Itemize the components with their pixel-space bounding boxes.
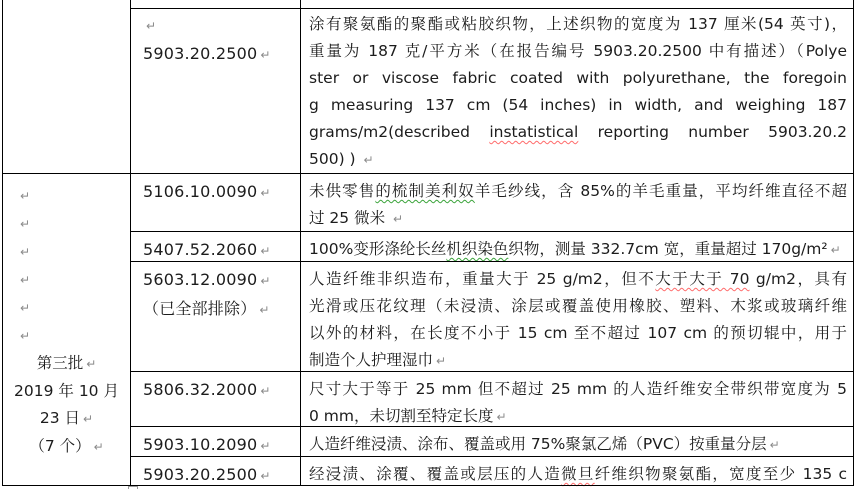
- hs-code-cell: [131, 372, 304, 430]
- batch-text-line: [3, 405, 130, 433]
- pilcrow-mark: ↵: [93, 440, 104, 454]
- text-segment: grams/m2(described: [309, 123, 490, 141]
- pilcrow-mark: ↵: [830, 243, 841, 257]
- pilcrow-mark: ↵: [260, 48, 271, 62]
- text-segment: 500) ): [309, 150, 361, 168]
- hs-code-cell: [131, 174, 304, 235]
- text-line: [309, 119, 847, 146]
- pilcrow-mark: ↵: [260, 439, 271, 453]
- hs-code-text: 5603.12.0090: [143, 270, 258, 289]
- table-border-horizontal: [130, 231, 854, 232]
- table-border-horizontal: [130, 8, 854, 9]
- code-line: [143, 266, 300, 295]
- pilcrow-mark: ↵: [496, 410, 507, 424]
- code-line: [143, 40, 300, 69]
- pilcrow-mark: ↵: [769, 438, 780, 452]
- text-segment: g measuring 137 cm (54 inches) in width, and weighing 187: [309, 96, 847, 114]
- text-segment: 涂有聚氨酯的聚酯或粘胶织物，上述织物的宽度为 137 厘米(54 英寸)，: [309, 15, 847, 33]
- hs-code-cell: [131, 9, 304, 175]
- text-segment: reporting number 5903.20.2: [578, 123, 847, 141]
- spellcheck-green-underline: 的梳制美利奴: [375, 182, 475, 200]
- table-border-vertical: [130, 0, 131, 486]
- pilcrow-mark: ↵: [20, 301, 31, 315]
- text-segment: 羊毛纱线，含 85%的羊毛重量，平均纤维直径不超: [474, 182, 847, 200]
- pilcrow-mark: ↵: [20, 245, 31, 259]
- text-line: [309, 92, 847, 119]
- text-line: [309, 38, 847, 65]
- description-cell: [301, 372, 853, 430]
- hs-code-text: 5407.52.2060: [143, 240, 258, 259]
- batch-cell: [3, 174, 130, 489]
- table-border-vertical: [300, 0, 301, 486]
- pilcrow-mark: ↵: [20, 217, 31, 231]
- table-border-horizontal: [130, 426, 854, 427]
- spellcheck-red-underline: 大于大于 70: [655, 270, 750, 288]
- text-segment: 0 mm，未切割至特定长度: [309, 407, 494, 425]
- batch-text-line: [3, 378, 130, 405]
- text-segment: 织物，测量 332.7cm 宽，重量超过 170g/m²: [508, 240, 828, 258]
- pilcrow-mark: ↵: [363, 153, 374, 167]
- pilcrow-mark: ↵: [20, 273, 31, 287]
- pilcrow-mark: ↵: [260, 384, 271, 398]
- text-segment: g/m2，具有: [749, 270, 847, 288]
- pilcrow-mark: ↵: [146, 19, 157, 33]
- text-line: [309, 236, 847, 264]
- pilcrow-mark: ↵: [259, 303, 270, 317]
- pilcrow-mark: ↵: [260, 186, 271, 200]
- hs-code-text: 5903.20.2500: [143, 465, 258, 484]
- empty-paragraph-line: [3, 266, 130, 294]
- batch-text: 23 日: [39, 409, 81, 427]
- description-cell: [301, 262, 853, 375]
- hs-code-text: 5806.32.2000: [143, 380, 258, 399]
- text-segment: 尺寸大于等于 25 mm 但不超过 25 mm 的人造纤维安全带织带宽度为 5: [309, 380, 847, 398]
- pilcrow-mark: ↵: [20, 329, 31, 343]
- table-border-horizontal: [130, 456, 854, 457]
- pilcrow-mark: ↵: [20, 189, 31, 203]
- pilcrow-mark: ↵: [86, 357, 97, 371]
- batch-text: 第三批: [36, 354, 84, 372]
- text-line: [309, 320, 847, 347]
- pilcrow-mark: ↵: [436, 354, 447, 368]
- empty-paragraph-line: [3, 322, 130, 350]
- code-line: [143, 178, 300, 207]
- text-segment: 人造纤维浸渍、涂布、覆盖或用 75%聚氯乙烯（PVC）按重量分层: [309, 435, 767, 453]
- empty-paragraph-line: [3, 294, 130, 322]
- hs-code-text: （已全部排除）: [143, 299, 257, 318]
- hs-code-text: 5903.20.2500: [143, 44, 258, 63]
- pilcrow-mark: ↵: [260, 469, 271, 483]
- pilcrow-mark: ↵: [83, 412, 94, 426]
- batch-text-line: [3, 433, 130, 461]
- table-border-vertical: [2, 0, 3, 486]
- text-line: [309, 431, 847, 459]
- table-border-horizontal: [130, 261, 854, 262]
- spellcheck-red-underline: 微旦: [561, 465, 595, 483]
- code-line: [143, 295, 300, 324]
- empty-paragraph-line: [3, 210, 130, 238]
- code-line: [143, 376, 300, 405]
- text-segment: ster or viscose fabric coated with polyurethane, the foregoin: [309, 69, 847, 87]
- text-segment: 光滑或压花纹理（未浸渍、涂层或覆盖使用橡胶、塑料、木浆或玻璃纤维: [309, 297, 847, 315]
- description-cell: [301, 174, 853, 235]
- empty-paragraph-line: [3, 238, 130, 266]
- empty-paragraph-line: [3, 182, 130, 210]
- text-segment: 人造纤维非织造布，重量大于 25 g/m2，但不: [309, 270, 656, 288]
- table-border-vertical: [853, 0, 854, 486]
- text-segment: 纤维织物聚氨酯，宽度至少 135 c: [594, 465, 847, 483]
- pilcrow-mark: ↵: [260, 244, 271, 258]
- batch-text-line: [3, 350, 130, 378]
- text-line: [309, 461, 847, 488]
- text-segment: 以外的材料，在长度不小于 15 cm 至不超过 107 cm 的预切辊中，用于: [309, 324, 847, 342]
- code-line: [143, 11, 300, 40]
- text-line: [309, 65, 847, 92]
- spellcheck-green-underline: 机织染色: [446, 240, 509, 258]
- text-line: [309, 146, 847, 174]
- text-segment: 未供零售: [309, 182, 376, 200]
- text-segment: 重量为 187 克/平方米（在报告编号 5903.20.2500 中有描述）（Polye: [309, 42, 847, 60]
- text-line: [309, 11, 847, 38]
- batch-text: 2019 年 10 月: [14, 382, 119, 400]
- text-line: [309, 266, 847, 293]
- text-segment: 过 25 微米: [309, 209, 391, 227]
- hs-code-text: 5106.10.0090: [143, 182, 258, 201]
- spellcheck-red-underline: instatistical: [489, 123, 579, 141]
- text-line: [309, 178, 847, 205]
- text-line: [309, 293, 847, 320]
- batch-text: （7 个）: [29, 437, 91, 455]
- text-segment: 制造个人护理湿巾: [309, 351, 434, 369]
- hs-code-cell: [131, 262, 304, 375]
- pilcrow-mark: ↵: [260, 274, 271, 288]
- text-line: [309, 205, 847, 233]
- text-line: [309, 376, 847, 403]
- description-cell: [301, 9, 853, 175]
- pilcrow-mark: ↵: [393, 212, 404, 226]
- table-border-horizontal: [130, 371, 854, 372]
- hs-code-text: 5903.10.2090: [143, 435, 258, 454]
- text-segment: 100%变形涤纶长丝: [309, 240, 447, 258]
- text-segment: 经浸渍、涂覆、覆盖或层压的人造: [309, 465, 562, 483]
- table-border-horizontal: [2, 173, 854, 174]
- empty-continuation-cell: [3, 0, 130, 173]
